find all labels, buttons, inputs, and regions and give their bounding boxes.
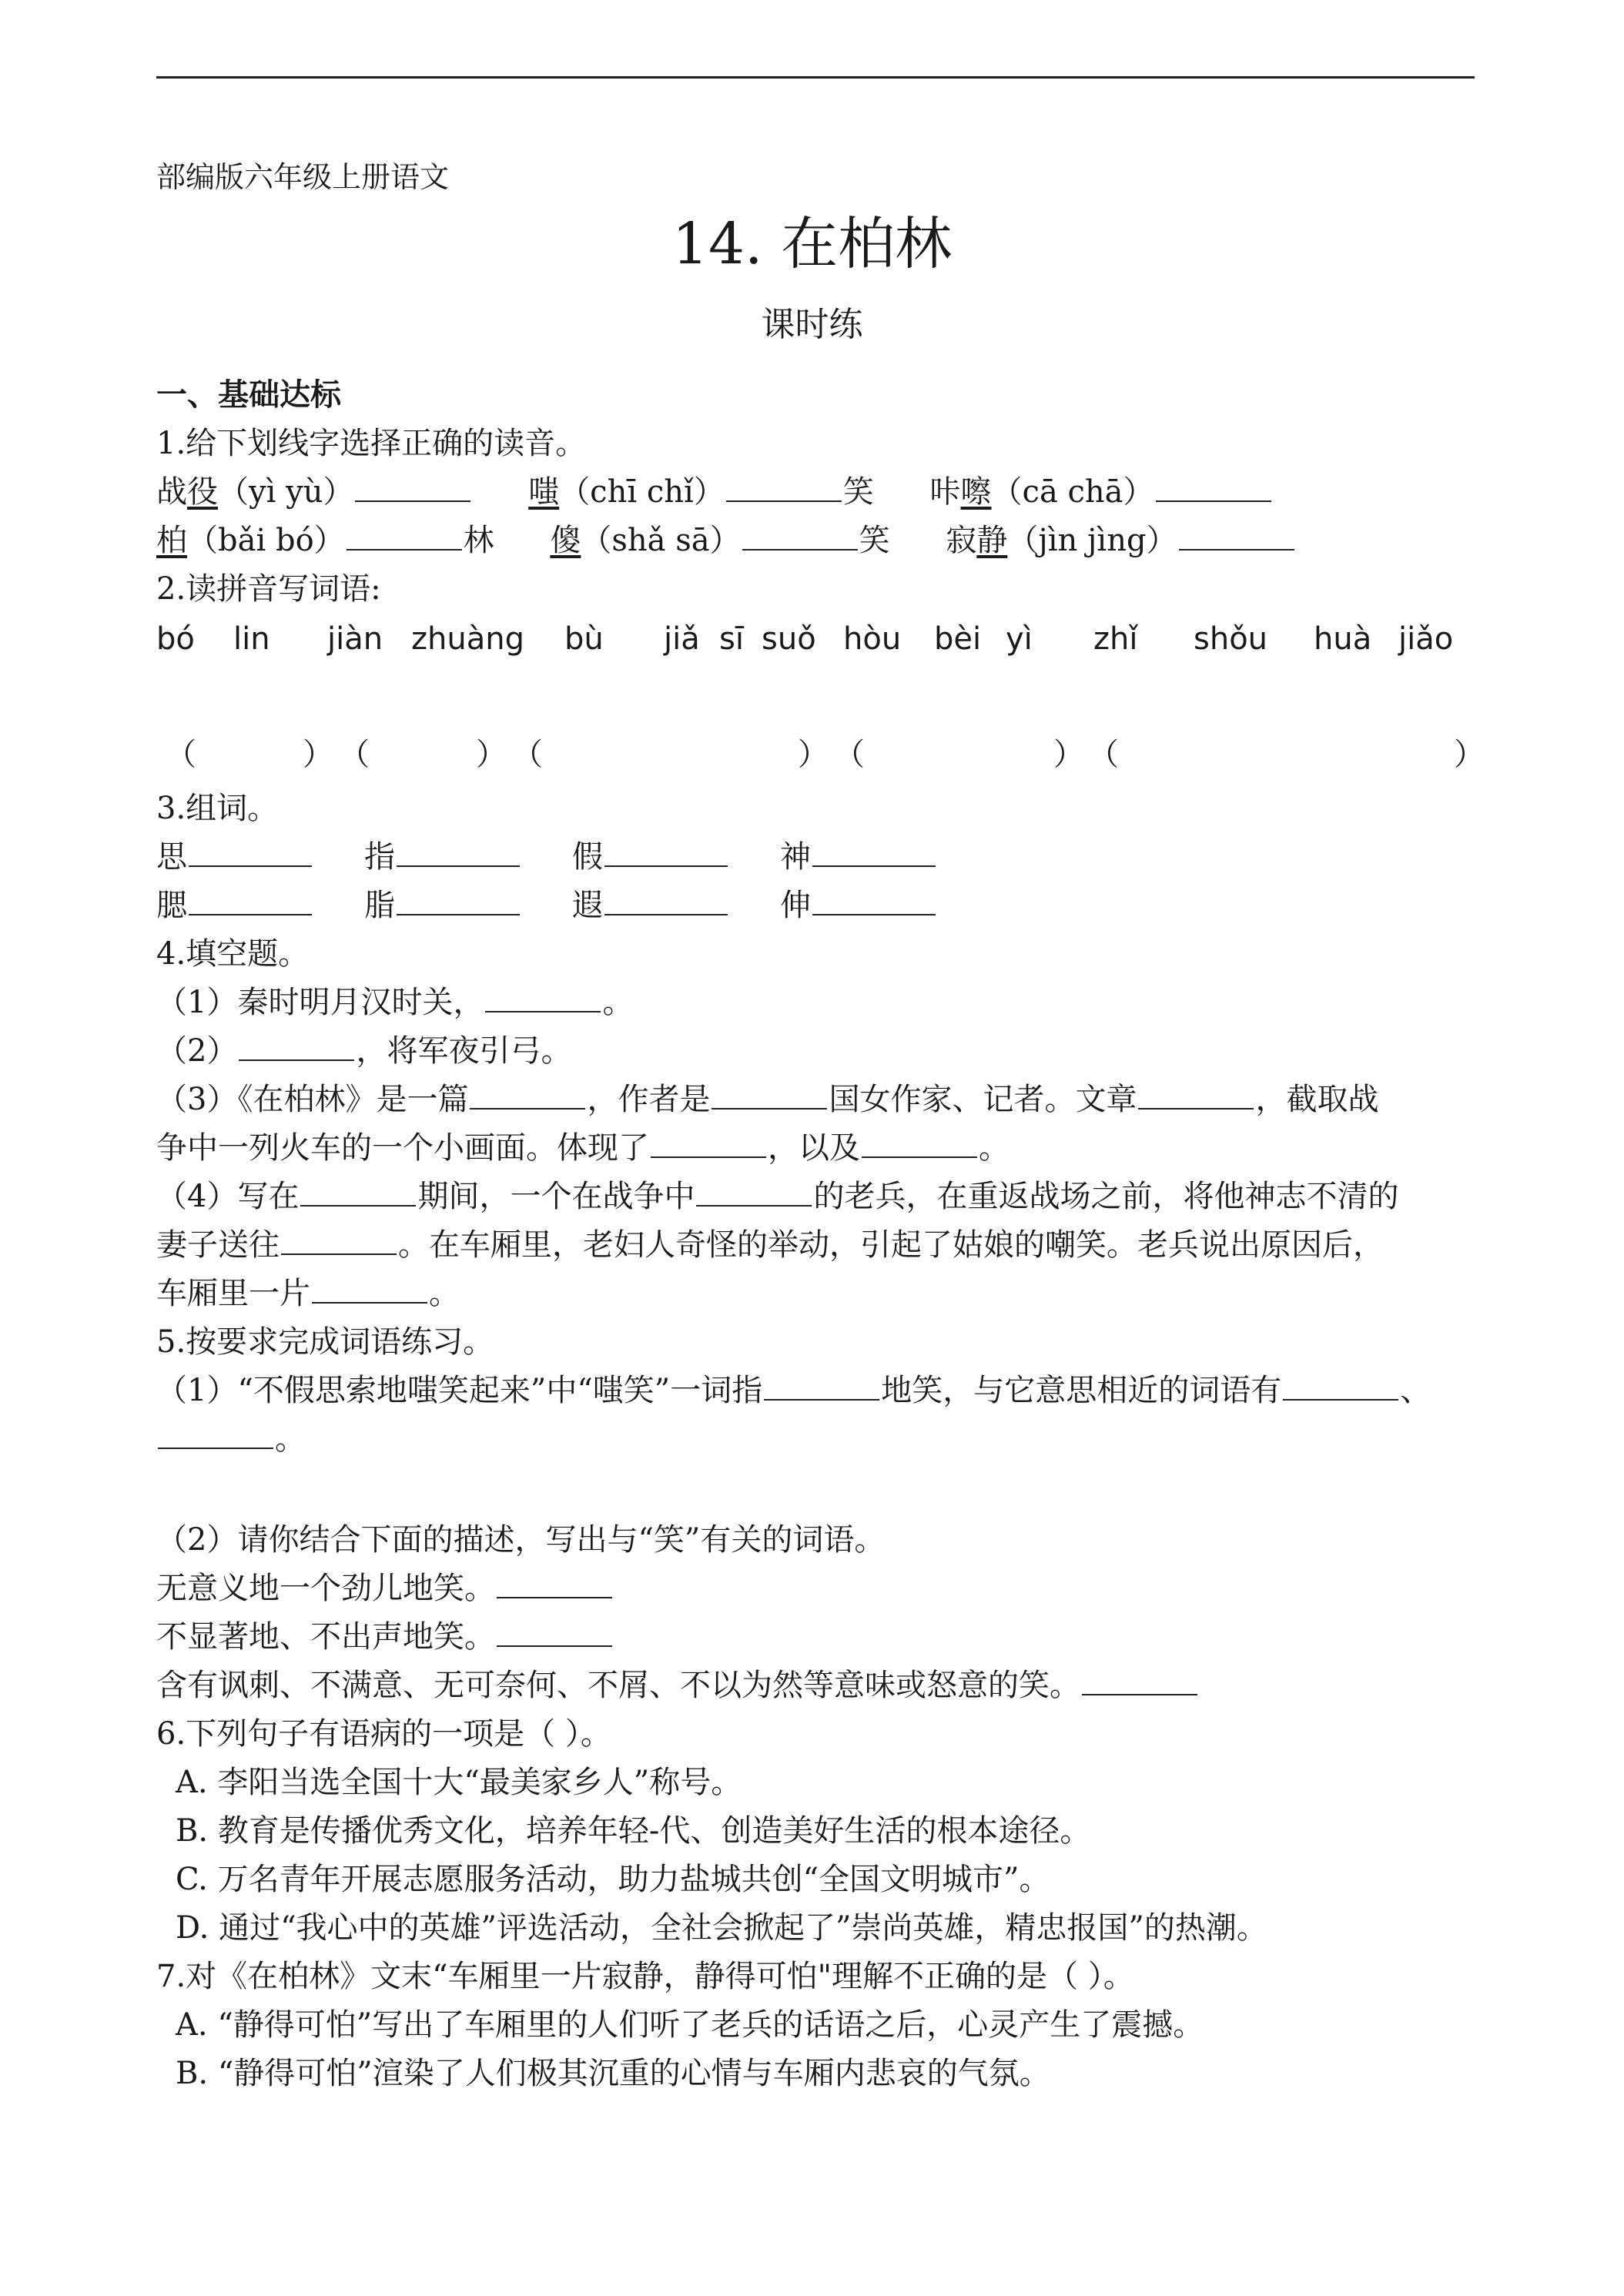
answer-paren-open: （ xyxy=(339,737,370,772)
q7-option-a[interactable]: A. “静得可怕”写出了车厢里的人们听了老兵的话语之后，心灵产生了震撼。 xyxy=(176,2007,1204,2043)
answer-blank[interactable] xyxy=(604,888,728,915)
pinyin: zhuàng xyxy=(411,621,524,657)
answer-paren-close: ） xyxy=(798,737,829,772)
q3-title: 3.组词。 xyxy=(156,791,279,826)
q3-row-1: 思 指 假 神 xyxy=(156,834,937,880)
answer-paren-open: （ xyxy=(512,737,543,772)
pinyin: zhǐ xyxy=(1093,621,1138,657)
q3-row-2: 腮 脂 遐 伸 xyxy=(156,882,937,929)
answer-blank[interactable] xyxy=(812,888,936,915)
q1-item: 柏（bǎi bó） 林 xyxy=(156,523,494,558)
subject-label: 部编版六年级上册语文 xyxy=(156,160,450,194)
answer-blank[interactable] xyxy=(497,1619,612,1647)
q6-title: 6.下列句子有语病的一项是（ ）。 xyxy=(156,1716,611,1752)
answer-blank[interactable] xyxy=(812,839,936,867)
answer-blank[interactable] xyxy=(1082,1668,1197,1695)
pinyin: yì xyxy=(1006,621,1033,657)
pinyin: suǒ xyxy=(762,621,816,657)
answer-blank[interactable] xyxy=(742,523,858,551)
answer-blank[interactable] xyxy=(485,985,601,1012)
answer-paren-close: ） xyxy=(303,737,333,772)
answer-blank[interactable] xyxy=(281,1227,397,1255)
pinyin: sī xyxy=(719,621,744,657)
q5-title: 5.按要求完成词语练习。 xyxy=(156,1324,494,1360)
pinyin: lin xyxy=(233,621,270,657)
answer-blank[interactable] xyxy=(1138,1082,1254,1110)
answer-blank[interactable] xyxy=(651,1130,766,1158)
page-title: 14. 在柏林 xyxy=(671,211,953,277)
q7-option-b[interactable]: B. “静得可怕”渲染了人们极其沉重的心情与车厢内悲哀的气氛。 xyxy=(176,2056,1050,2091)
q1-item: 嗤（chī chǐ） 笑 xyxy=(528,474,874,510)
section-heading: 一、基础达标 xyxy=(156,377,341,413)
q6-option-c[interactable]: C. 万名青年开展志愿服务活动，助力盐城共创“全国文明城市”。 xyxy=(176,1862,1050,1897)
q4-title: 4.填空题。 xyxy=(156,936,310,972)
answer-blank[interactable] xyxy=(312,1276,427,1304)
q4-item-3: （3）《在柏林》是一篇 ，作者是 国女作家、记者。文章 ，截取战 xyxy=(156,1082,1379,1117)
q4-item-4-end: 车厢里一片 。 xyxy=(156,1276,460,1311)
q6-option-d[interactable]: D. 通过“我心中的英雄”评选活动，全社会掀起了”崇尚英雄，精忠报国”的热潮。 xyxy=(176,1910,1267,1946)
answer-paren-open: （ xyxy=(166,737,196,772)
q5-desc-1: 无意义地一个劲儿地笑。 xyxy=(156,1565,614,1612)
q4-item-4-cont: 妻子送往 。在车厢里，老妇人奇怪的举动，引起了姑娘的嘲笑。老兵说出原因后， xyxy=(156,1227,1384,1263)
answer-paren-close: ） xyxy=(1053,737,1084,772)
answer-blank[interactable] xyxy=(347,523,462,551)
answer-paren-close: ） xyxy=(1454,737,1485,772)
q4-item-2: （2） ，将军夜引弓。 xyxy=(156,1033,572,1069)
q6-option-b[interactable]: B. 教育是传播优秀文化，培养年轻-代、创造美好生活的根本途径。 xyxy=(176,1813,1091,1849)
pinyin: huà xyxy=(1314,621,1372,657)
q2-title: 2.读拼音写词语: xyxy=(156,571,381,607)
answer-blank[interactable] xyxy=(764,1373,879,1401)
answer-blank[interactable] xyxy=(239,1033,354,1061)
pinyin: bèi xyxy=(934,621,982,657)
q4-item-3-cont: 争中一列火车的一个小画面。体现了 ，以及 。 xyxy=(156,1130,1010,1166)
header-rule xyxy=(156,76,1475,79)
answer-blank[interactable] xyxy=(189,839,312,867)
answer-blank[interactable] xyxy=(497,1571,612,1598)
answer-blank[interactable] xyxy=(1283,1373,1398,1401)
answer-blank[interactable] xyxy=(696,1179,812,1207)
answer-blank[interactable] xyxy=(712,1082,827,1110)
answer-blank[interactable] xyxy=(397,888,520,915)
pinyin: bó xyxy=(156,621,195,657)
q5-desc-3: 含有讽刺、不满意、无可奈何、不屑、不以为然等意味或怒意的笑。 xyxy=(156,1662,1199,1709)
pinyin: hòu xyxy=(843,621,902,657)
q1-item: 咔嚓（cā chā） xyxy=(930,474,1273,510)
answer-paren-close: ） xyxy=(476,737,507,772)
answer-paren-open: （ xyxy=(834,737,865,772)
q4-item-4: （4）写在 期间，一个在战争中 的老兵，在重返战场之前，将他神志不清的 xyxy=(156,1179,1399,1214)
answer-blank[interactable] xyxy=(470,1082,585,1110)
answer-blank[interactable] xyxy=(1156,474,1271,502)
page-subtitle: 课时练 xyxy=(761,305,863,344)
q6-option-a[interactable]: A. 李阳当选全国十大“最美家乡人”称号。 xyxy=(176,1765,742,1800)
pinyin: jiàn xyxy=(327,621,383,657)
q5-desc-2: 不显著地、不出声地笑。 xyxy=(156,1614,614,1660)
q5-item-2: （2）请你结合下面的描述，写出与“笑”有关的词语。 xyxy=(156,1522,886,1558)
q1-item: 傻（shǎ sā） 笑 xyxy=(550,523,890,558)
answer-blank[interactable] xyxy=(355,474,470,502)
answer-blank[interactable] xyxy=(604,839,728,867)
answer-blank[interactable] xyxy=(1179,523,1294,551)
q1-item: 战役（yì yù） xyxy=(156,474,472,510)
answer-paren-open: （ xyxy=(1088,737,1119,772)
q1-title: 1.给下划线字选择正确的读音。 xyxy=(156,426,587,461)
answer-blank[interactable] xyxy=(397,839,520,867)
q1-item: 寂静（jìn jìng） xyxy=(946,523,1295,558)
pinyin: jiǎ xyxy=(664,621,700,657)
pinyin: bù xyxy=(564,621,604,657)
answer-blank[interactable] xyxy=(862,1130,977,1158)
q1-row-1 xyxy=(156,469,1273,515)
q1-row-2 xyxy=(156,517,1296,564)
q7-title: 7.对《在柏林》文末“车厢里一片寂静，静得可怕"理解不正确的是（ ）。 xyxy=(156,1959,1134,1994)
answer-blank[interactable] xyxy=(158,1421,273,1449)
q4-item-1: （1）秦时明月汉时关， 。 xyxy=(156,985,634,1020)
q5-item-1: （1）“不假思索地嗤笑起来”中“嗤笑”一词指 地笑，与它意思相近的词语有 、 xyxy=(156,1373,1431,1408)
pinyin: shǒu xyxy=(1194,621,1268,657)
answer-blank[interactable] xyxy=(300,1179,416,1207)
answer-blank[interactable] xyxy=(726,474,842,502)
pinyin: jiǎo xyxy=(1398,621,1454,657)
q5-item-1-cont: 。 xyxy=(156,1416,306,1462)
answer-blank[interactable] xyxy=(189,888,312,915)
